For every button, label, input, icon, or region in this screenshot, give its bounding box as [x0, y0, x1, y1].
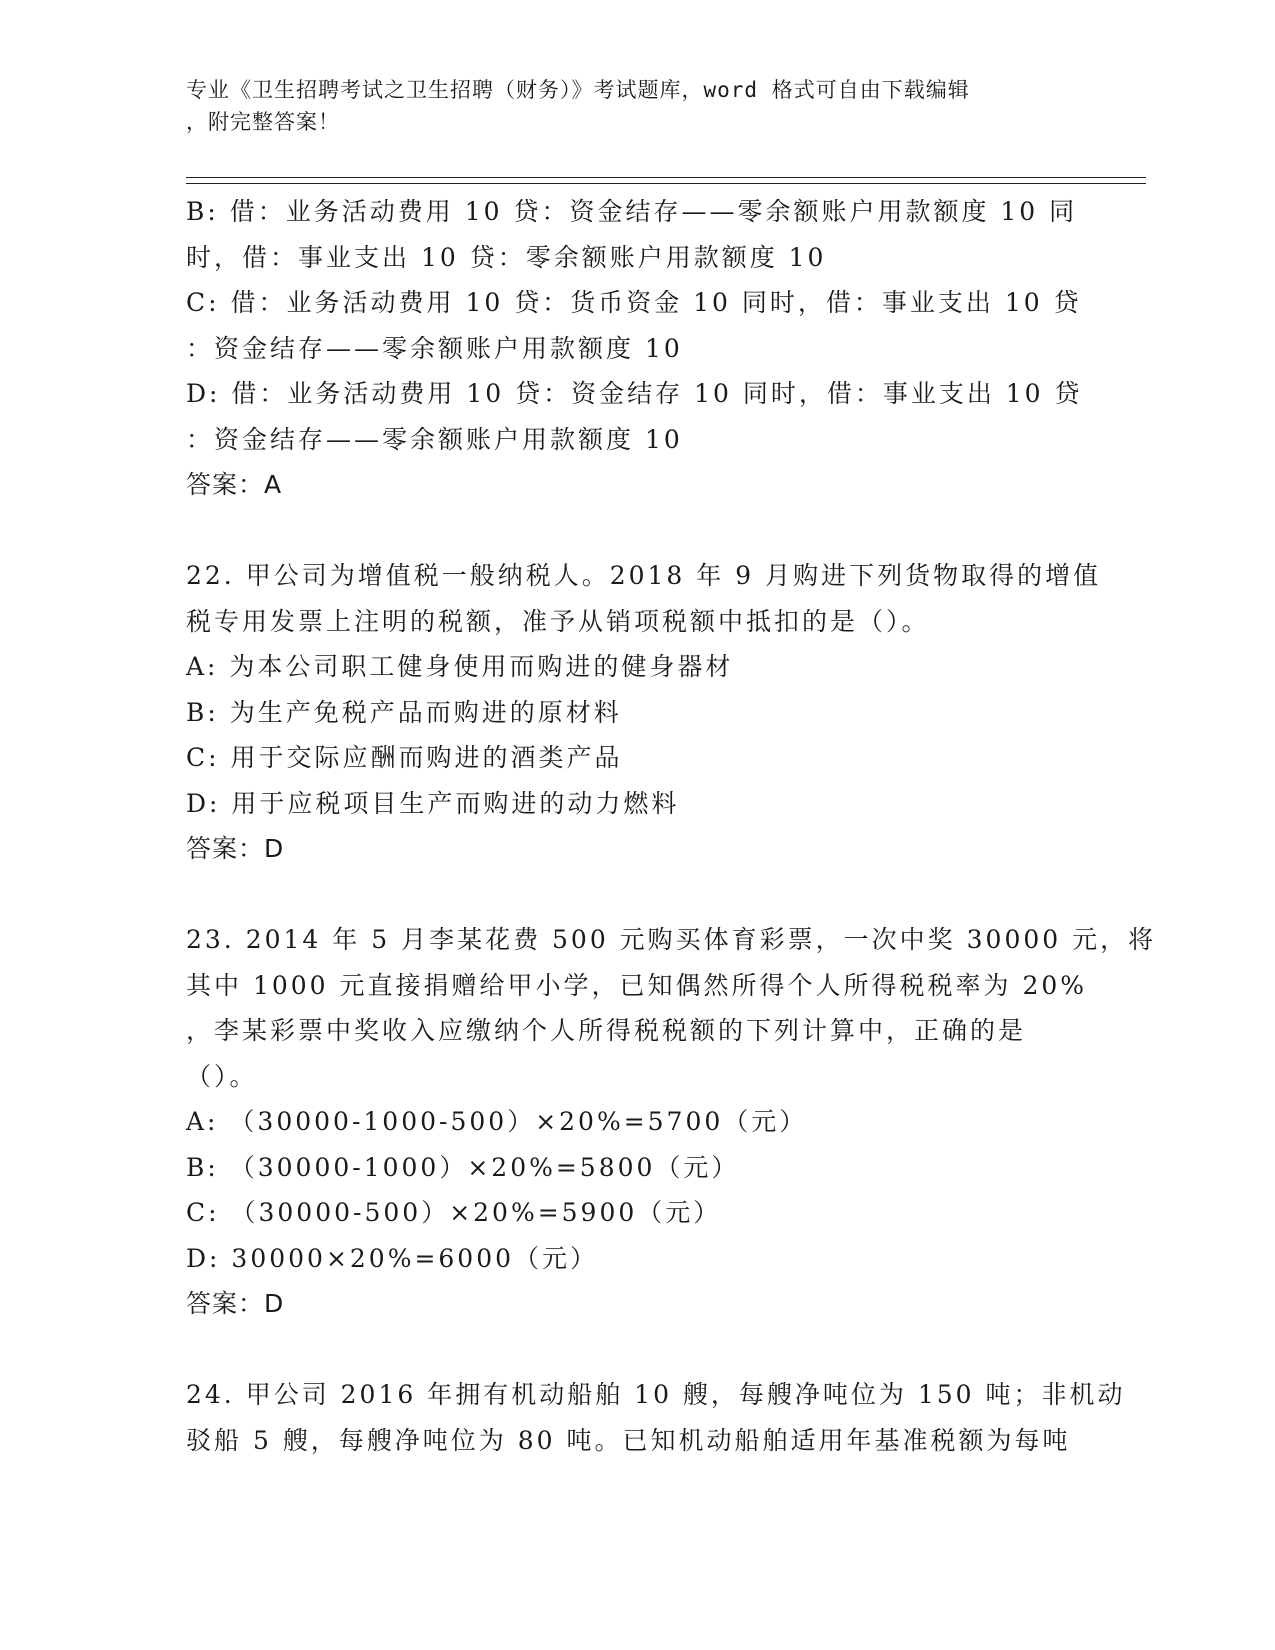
- question-line: 其中 1000 元直接捐赠给甲小学，已知偶然所得个人所得税税率为 20%: [186, 970, 1088, 1000]
- question-line: 22. 甲公司为增值税一般纳税人。2018 年 9 月购进下列货物取得的增值: [186, 561, 1102, 590]
- question-line: 24. 甲公司 2016 年拥有机动船舶 10 艘，每艘净吨位为 150 吨；非机动: [186, 1380, 1126, 1409]
- option-b: B: （30000-1000）×20%=5800（元）: [186, 1152, 740, 1182]
- answer-line: 答案：D: [186, 1289, 285, 1318]
- option-d: D: 30000×20%=6000（元）: [186, 1243, 599, 1273]
- header-line-1: 专业《卫生招聘考试之卫生招聘（财务）》考试题库，word 格式可自由下载编辑: [186, 78, 970, 102]
- option-a: A: （30000-1000-500）×20%=5700（元）: [186, 1107, 808, 1136]
- header-rule-top: [186, 177, 1146, 178]
- question-22: [186, 553, 1102, 872]
- question-line: C: 借：业务活动费用 10 贷：货币资金 10 同时，借：事业支出 10 贷: [186, 288, 1082, 317]
- question-line: D: 借：业务活动费用 10 贷：资金结存 10 同时，借：事业支出 10 贷: [186, 379, 1083, 408]
- header-line-2: ，附完整答案！: [186, 110, 340, 134]
- question-line: ：资金结存——零余额账户用款额度 10: [186, 333, 683, 363]
- question-24: [186, 1372, 1126, 1463]
- question-line: B: 借：业务活动费用 10 贷：资金结存——零余额账户用款额度 10 同: [186, 197, 1078, 226]
- question-21-tail: [186, 189, 1083, 508]
- option-d: D: 用于应税项目生产而购进的动力燃料: [186, 788, 680, 818]
- question-line: 23. 2014 年 5 月李某花费 500 元购买体育彩票，一次中奖 30000 元，将: [186, 925, 1157, 954]
- option-b: B: 为生产免税产品而购进的原材料: [186, 697, 622, 727]
- question-line: 时，借：事业支出 10 贷：零余额账户用款额度 10: [186, 242, 827, 272]
- answer-line: 答案：A: [186, 470, 283, 499]
- option-a: A: 为本公司职工健身使用而购进的健身器材: [186, 652, 734, 681]
- spacer: [186, 1327, 1076, 1373]
- question-line: ，李某彩票中奖收入应缴纳个人所得税税额的下列计算中，正确的是: [186, 1016, 1027, 1045]
- header-rule-bottom: [186, 183, 1146, 184]
- document-header: [186, 74, 1086, 138]
- spacer: [186, 508, 1076, 554]
- option-c: C: 用于交际应酬而购进的酒类产品: [186, 743, 623, 772]
- question-line: 税专用发票上注明的税额，准予从销项税额中抵扣的是（）。: [186, 606, 930, 636]
- option-c: C: （30000-500）×20%=5900（元）: [186, 1198, 722, 1227]
- question-line: ：资金结存——零余额账户用款额度 10: [186, 424, 683, 454]
- question-line: 驳船 5 艘，每艘净吨位为 80 吨。已知机动船舶适用年基准税额为每吨: [186, 1425, 1071, 1455]
- question-line: （）。: [186, 1061, 258, 1091]
- answer-line: 答案：D: [186, 834, 285, 863]
- spacer: [186, 872, 1076, 918]
- question-23: [186, 917, 1157, 1327]
- document-body: [186, 189, 1157, 1463]
